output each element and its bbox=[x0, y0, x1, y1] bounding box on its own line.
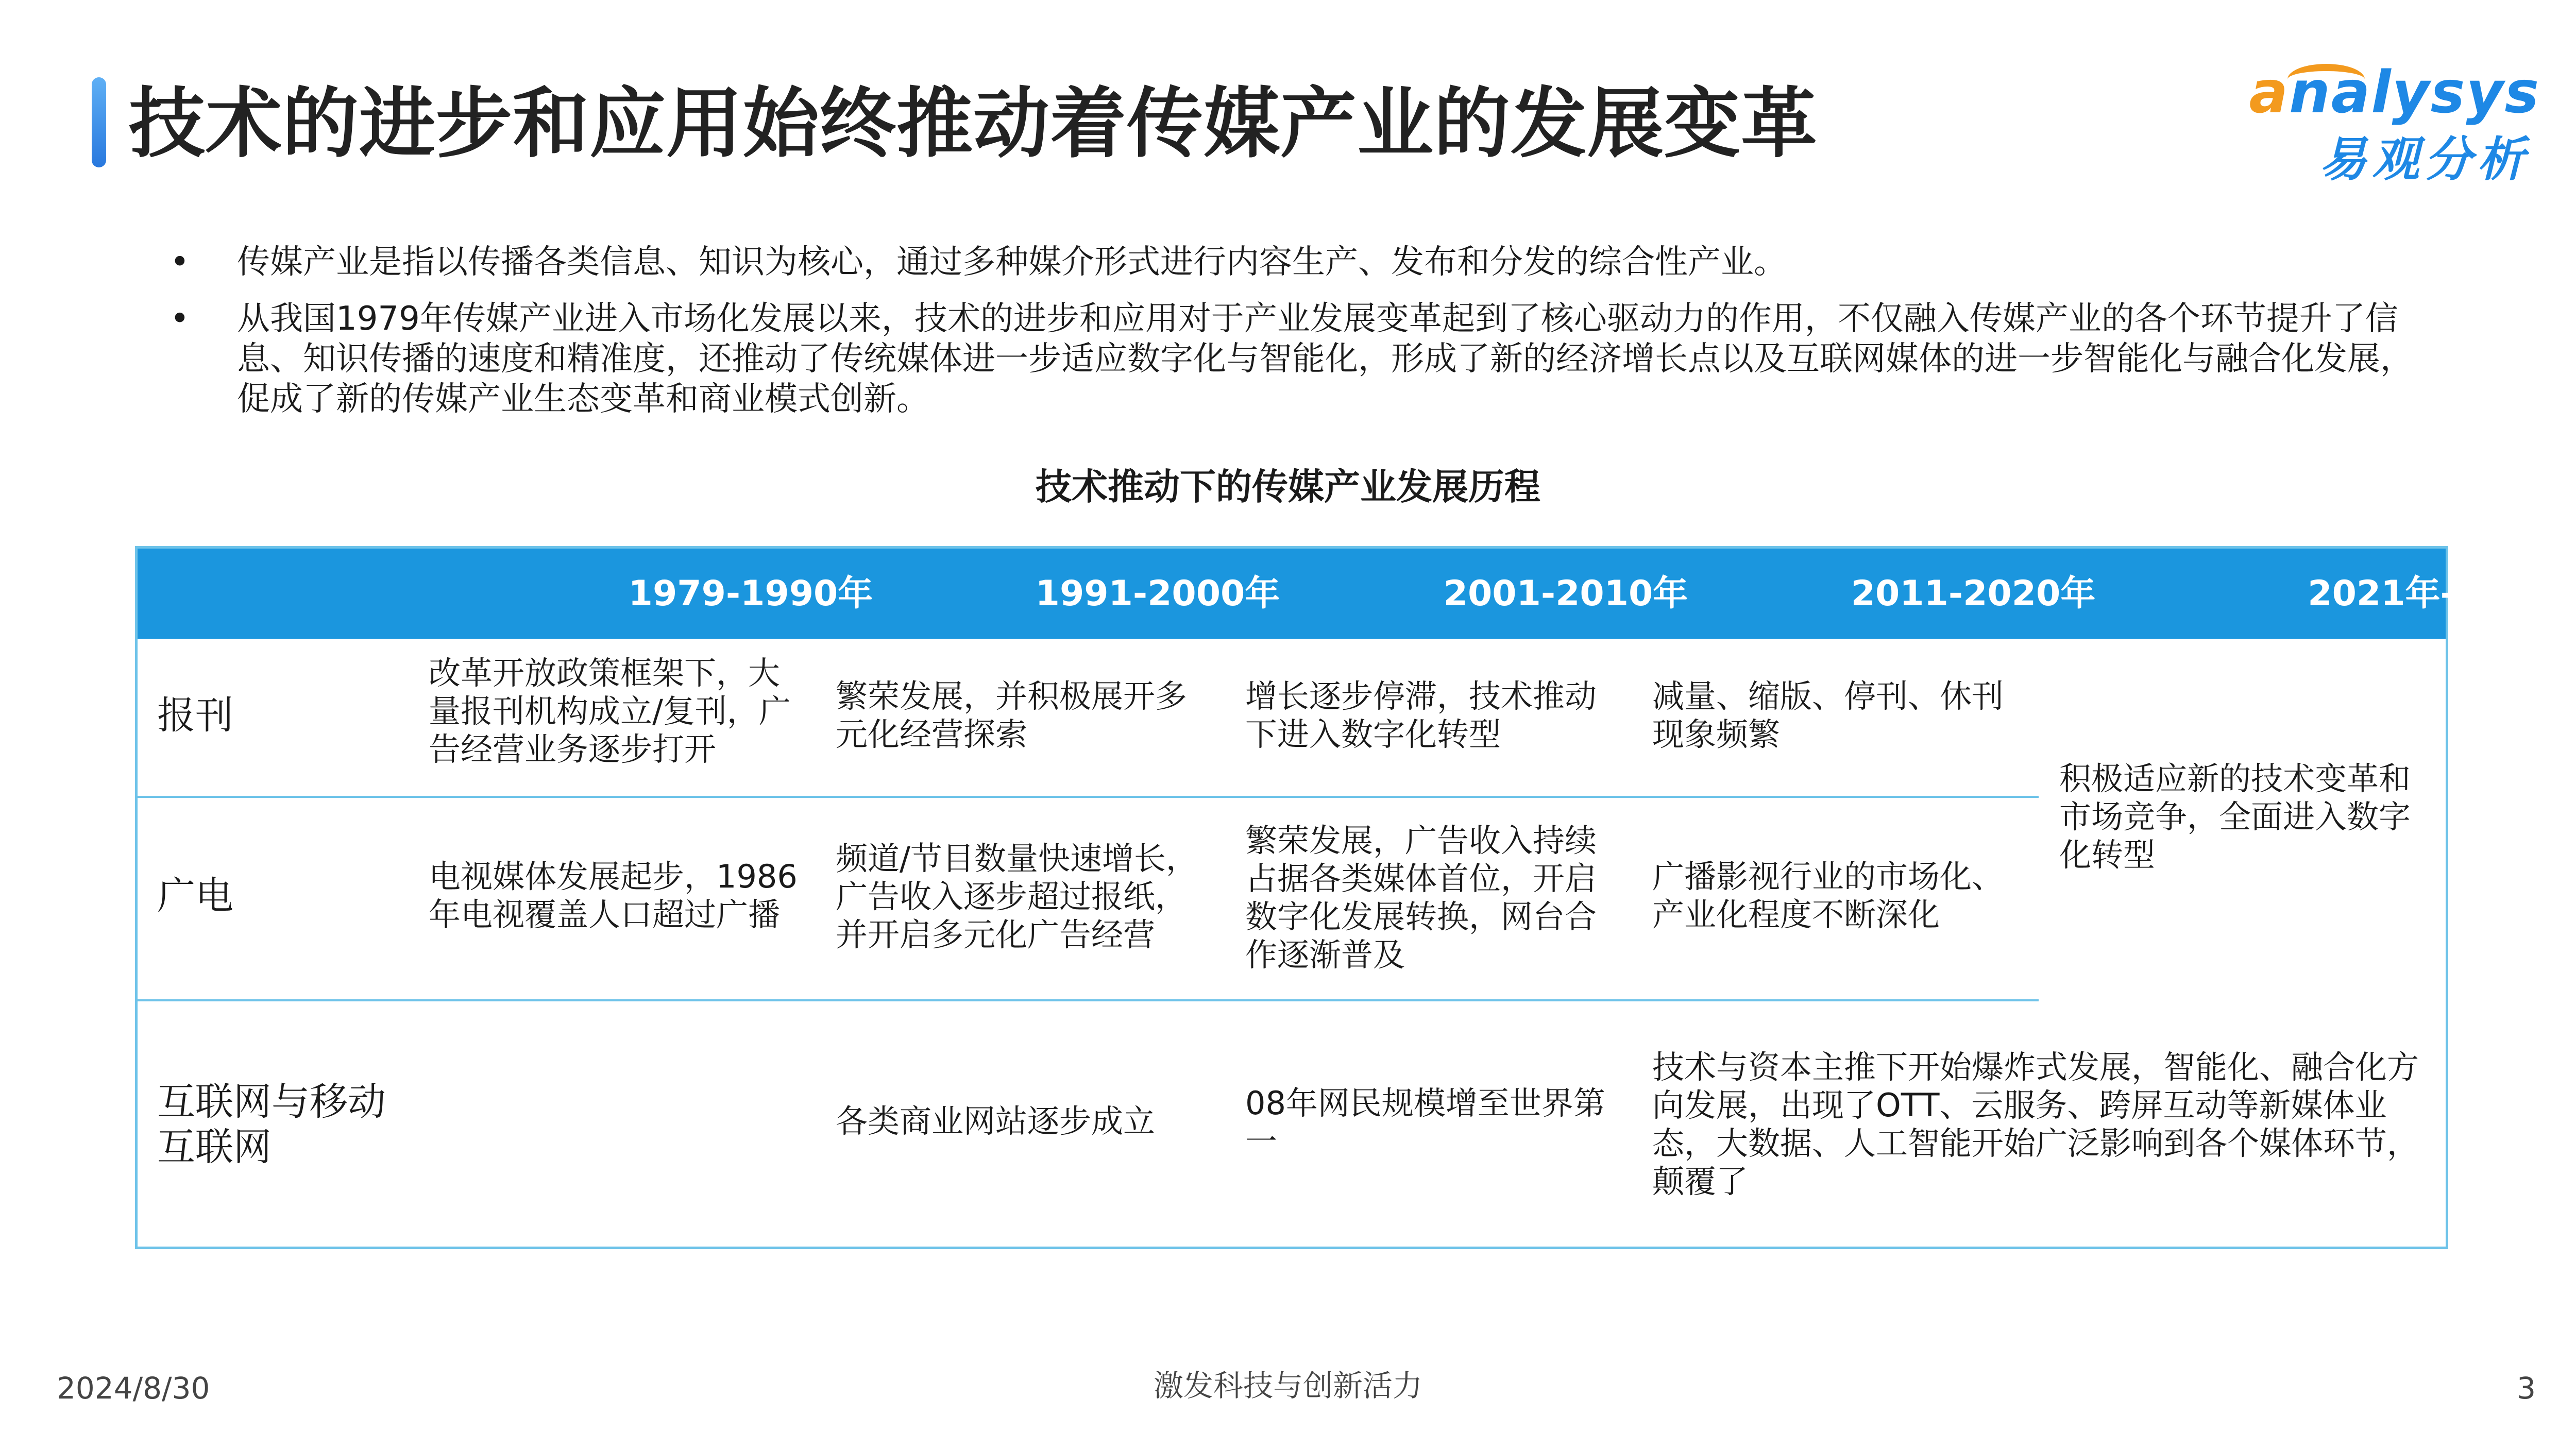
table-cell: 减量、缩版、停刊、休刊现象频繁 bbox=[1652, 677, 2004, 753]
column-header: 2001-2010年 bbox=[1443, 573, 1688, 614]
row-divider bbox=[138, 796, 2039, 798]
history-table bbox=[135, 546, 2455, 1249]
row-label: 广电 bbox=[157, 874, 233, 918]
bullet-dot-icon: • bbox=[170, 243, 190, 281]
title-accent-bar bbox=[92, 77, 106, 167]
analysys-logo bbox=[2249, 57, 2540, 191]
table-cell: 频道/节目数量快速增长，广告收入逐步超过报纸，并开启多元化广告经营 bbox=[836, 840, 1198, 953]
intro-bullets bbox=[170, 242, 2427, 436]
table-cell: 08年网民规模增至世界第一 bbox=[1245, 1084, 1605, 1160]
table-cell: 繁荣发展，广告收入持续占据各类媒体首位，开启数字化发展转换，网台合作逐渐普及 bbox=[1245, 822, 1597, 974]
column-header: 1991-2000年 bbox=[1035, 573, 1280, 614]
table-cell: 繁荣发展，并积极展开多元化经营探索 bbox=[836, 677, 1188, 753]
page-title: 技术的进步和应用始终推动着传媒产业的发展变革 bbox=[129, 79, 1818, 168]
table-cell: 各类商业网站逐步成立 bbox=[836, 1102, 1156, 1140]
bullet-dot-icon: • bbox=[170, 300, 190, 338]
bullet-item: • 从我国1979年传媒产业进入市场化发展以来，技术的进步和应用对于产业发展变革起到了核心驱动力的作用，不仅融入传媒产业的各个环节提升了信息、知识传播的速度和精准度，还推动了传统媒体进一步适应数字化与智能化，形成了新的经济增长点以及互联网媒体的进一步智能化与融合化发展，促成了新的传媒产业生态变革和商业模式创新。 bbox=[170, 300, 2413, 418]
table-cell: 增长逐步停滞，技术推动下进入数字化转型 bbox=[1245, 677, 1597, 753]
column-header: 2011-2020年 bbox=[1851, 573, 2096, 614]
bullet-item: • 传媒产业是指以传播各类信息、知识为核心，通过多种媒介形式进行内容生产、发布和分发的综合性产业。 bbox=[170, 243, 1787, 281]
table-cell: 技术与资本主推下开始爆炸式发展，智能化、融合化方向发展，出现了OTT、云服务、跨屏互动等新媒体业态，大数据、人工智能开始广泛影响到各个媒体环节，颠覆了 bbox=[1652, 1048, 2419, 1200]
table-cell: 广播影视行业的市场化、产业化程度不断深化 bbox=[1652, 858, 2004, 933]
logo-wordmark: analysys bbox=[2249, 59, 2540, 126]
table-cell: 改革开放政策框架下，大量报刊机构成立/复刊，广告经营业务逐步打开 bbox=[429, 654, 791, 768]
merged-2021-cell: 积极适应新的技术变革和市场竞争，全面进入数字化转型 bbox=[2059, 760, 2411, 874]
footer-slogan: 激发科技与创新活力 bbox=[1153, 1368, 1422, 1403]
footer-date: 2024/8/30 bbox=[57, 1371, 210, 1406]
row-label: 报刊 bbox=[157, 693, 233, 738]
table-title: 技术推动下的传媒产业发展历程 bbox=[1036, 466, 1540, 508]
page-number: 3 bbox=[2517, 1371, 2536, 1406]
column-header: 2021年- bbox=[2308, 573, 2455, 614]
column-header: 1979-1990年 bbox=[628, 573, 873, 614]
table-header bbox=[138, 549, 2455, 639]
row-label: 互联网与移动互联网 bbox=[157, 1080, 386, 1169]
logo-cn-name: 易观分析 bbox=[2319, 132, 2530, 187]
table-cell: 电视媒体发展起步，1986年电视覆盖人口超过广播 bbox=[429, 858, 798, 933]
row-divider bbox=[138, 999, 2039, 1001]
